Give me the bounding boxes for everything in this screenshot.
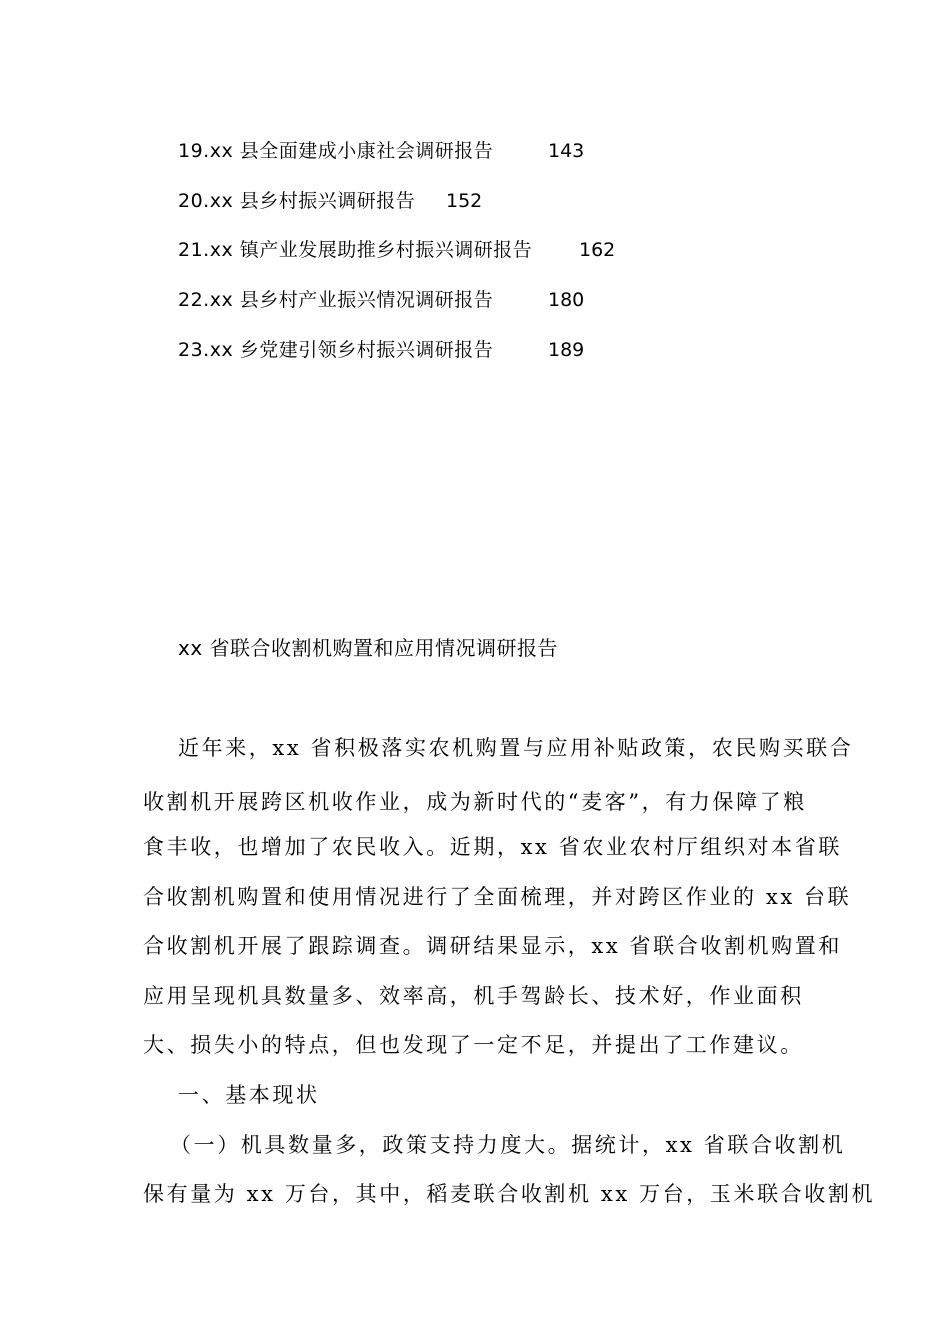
paragraph-line: （一）机具数量多，政策支持力度大。据统计，xx 省联合收割机 — [170, 1133, 846, 1157]
paragraph-line: 近年来，xx 省积极落实农机购置与应用补贴政策，农民购买联合 — [178, 736, 854, 760]
toc-item-title[interactable]: 23.xx 乡党建引领乡村振兴调研报告 — [178, 339, 494, 361]
toc-item-page: 162 — [579, 239, 616, 261]
toc-item-page: 152 — [446, 190, 483, 212]
toc-item-title[interactable]: 21.xx 镇产业发展助推乡村振兴调研报告 — [178, 239, 533, 261]
paragraph-line: 收割机开展跨区机收作业，成为新时代的“麦客”，有力保障了粮 — [143, 790, 807, 814]
toc-item-page: 143 — [548, 140, 585, 162]
paragraph-line: 食丰收，也增加了农民收入。近期，xx 省农业农村厅组织对本省联 — [143, 835, 842, 859]
paragraph-line: 合收割机开展了跟踪调查。调研结果显示，xx 省联合收割机购置和 — [143, 934, 842, 958]
document-title: xx 省联合收割机购置和应用情况调研报告 — [178, 636, 559, 660]
toc-item-page: 189 — [548, 339, 585, 361]
section-heading: 一、基本现状 — [178, 1083, 320, 1107]
toc-item-title[interactable]: 19.xx 县全面建成小康社会调研报告 — [178, 140, 494, 162]
paragraph-line: 大、损失小的特点，但也发现了一定不足，并提出了工作建议。 — [143, 1033, 804, 1057]
paragraph-line: 合收割机购置和使用情况进行了全面梳理，并对跨区作业的 xx 台联 — [143, 885, 852, 909]
paragraph-line: 应用呈现机具数量多、效率高，机手驾龄长、技术好，作业面积 — [143, 984, 804, 1008]
toc-item-title[interactable]: 22.xx 县乡村产业振兴情况调研报告 — [178, 289, 494, 311]
toc-item-title[interactable]: 20.xx 县乡村振兴调研报告 — [178, 190, 416, 212]
toc-item-page: 180 — [548, 289, 585, 311]
paragraph-line: 保有量为 xx 万台，其中，稻麦联合收割机 xx 万台，玉米联合收割机 — [143, 1182, 876, 1206]
